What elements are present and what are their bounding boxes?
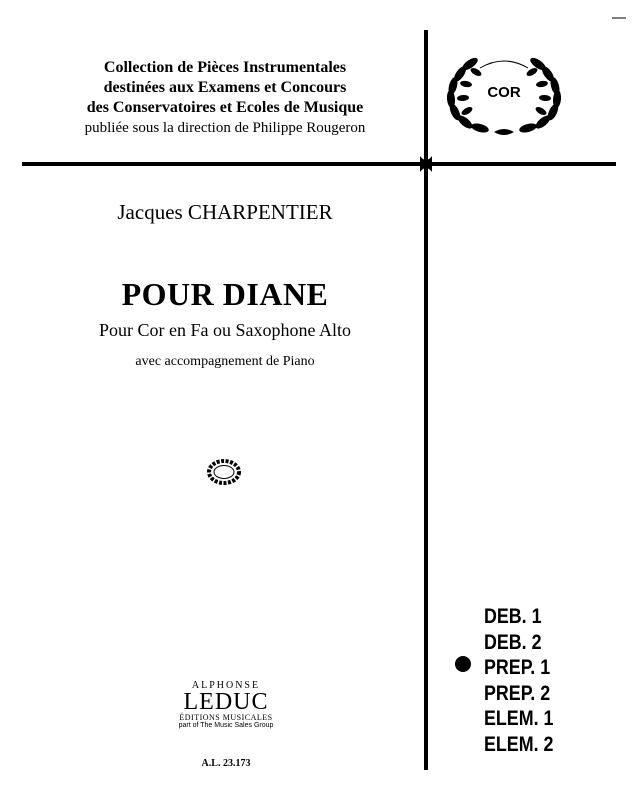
instrumentation: Pour Cor en Fa ou Saxophone Alto [99, 320, 351, 340]
level-list [484, 604, 566, 757]
collection-line-3: des Conservatoires et Ecoles de Musique [86, 99, 364, 116]
ornament-wreath-icon [204, 456, 244, 488]
level-item: DEB. 1 [484, 605, 542, 628]
publisher-line-4: part of The Music Sales Group [178, 722, 274, 729]
level-item: ELEM. 2 [484, 732, 554, 756]
accompaniment-note: avec accompagnement de Piano [135, 354, 315, 369]
publisher-line-3: ÉDITIONS MUSICALES [179, 713, 273, 722]
publisher-line-1: ALPHONSE [191, 680, 261, 691]
level-item-selected: PREP. 1 [484, 656, 551, 679]
composer-name: Jacques CHARPENTIER [117, 200, 333, 224]
publisher-logo [166, 680, 286, 730]
piece-title: POUR DIANE [121, 276, 329, 312]
publisher-line-2: LEDUC [183, 689, 269, 715]
level-item: PREP. 2 [484, 681, 551, 705]
collection-line-2: destinées aux Examens et Concours [103, 79, 347, 96]
collection-heading [40, 58, 410, 138]
level-item: DEB. 2 [484, 630, 542, 654]
collection-line-1: Collection de Pièces Instrumentales [103, 59, 347, 76]
level-item: ELEM. 1 [484, 707, 554, 730]
instrument-badge: COR [487, 84, 521, 101]
catalog-number: A.L. 23.173 [201, 758, 251, 769]
collection-line-4: publiée sous la direction de Philippe Rougeron [84, 120, 366, 136]
selected-level-bullet-icon [455, 656, 471, 672]
